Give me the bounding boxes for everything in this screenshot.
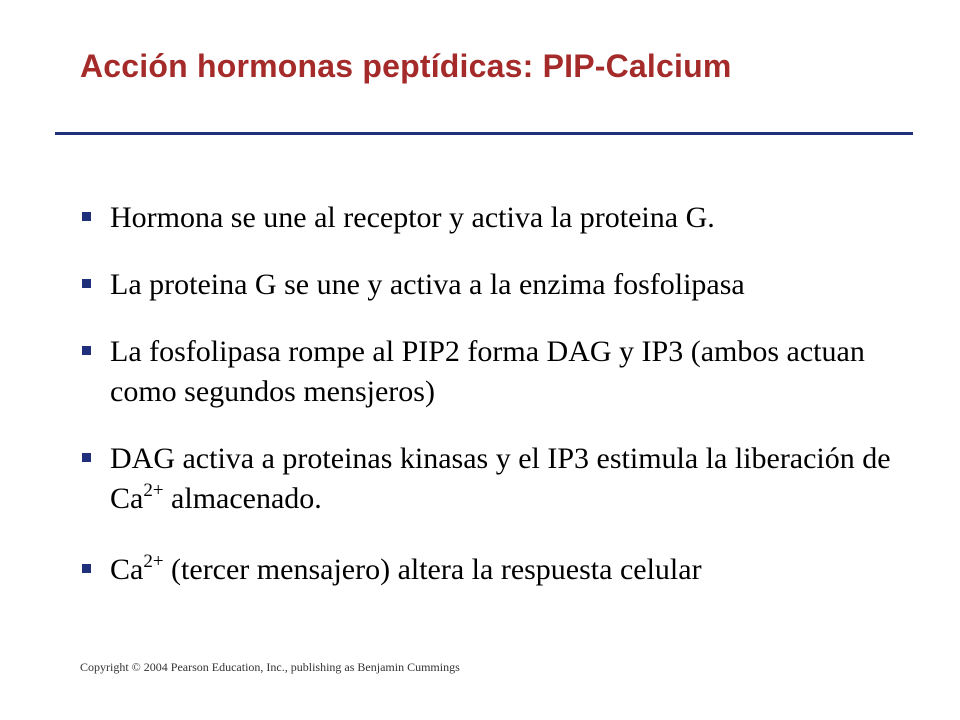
bullet-text-start: DAG activa a proteinas kinasas y el IP3 estimula la liberación de Ca: [110, 442, 891, 515]
copyright-notice: Copyright © 2004 Pearson Education, Inc., publishing as Benjamin Cummings: [80, 660, 460, 674]
bullet-text: La fosfolipasa rompe al PIP2 forma DAG y IP3 (ambos actuan como segundos mensjeros): [110, 335, 865, 408]
square-bullet-icon: [82, 212, 91, 221]
bullet-item: [80, 550, 910, 594]
bullet-item: [80, 439, 910, 523]
bullet-list: [80, 198, 910, 621]
slide-title: Acción hormonas peptídicas: PIP-Calcium: [80, 48, 732, 84]
bullet-item: [80, 265, 910, 305]
bullet-text: Hormona se une al receptor y activa la proteina G.: [110, 201, 715, 234]
square-bullet-icon: [82, 564, 91, 573]
title-divider: [55, 132, 913, 135]
bullet-text-start: Ca: [110, 553, 144, 586]
superscript-charge: 2+: [143, 551, 164, 572]
superscript-charge: 2+: [143, 480, 164, 501]
bullet-item: [80, 198, 910, 238]
square-bullet-icon: [82, 453, 91, 462]
bullet-item: [80, 332, 910, 412]
square-bullet-icon: [82, 279, 91, 288]
square-bullet-icon: [82, 346, 91, 355]
bullet-text-end: (tercer mensajero) altera la respuesta celular: [163, 553, 702, 586]
bullet-text: La proteina G se une y activa a la enzima fosfolipasa: [110, 268, 745, 301]
bullet-text-end: almacenado.: [163, 482, 322, 515]
